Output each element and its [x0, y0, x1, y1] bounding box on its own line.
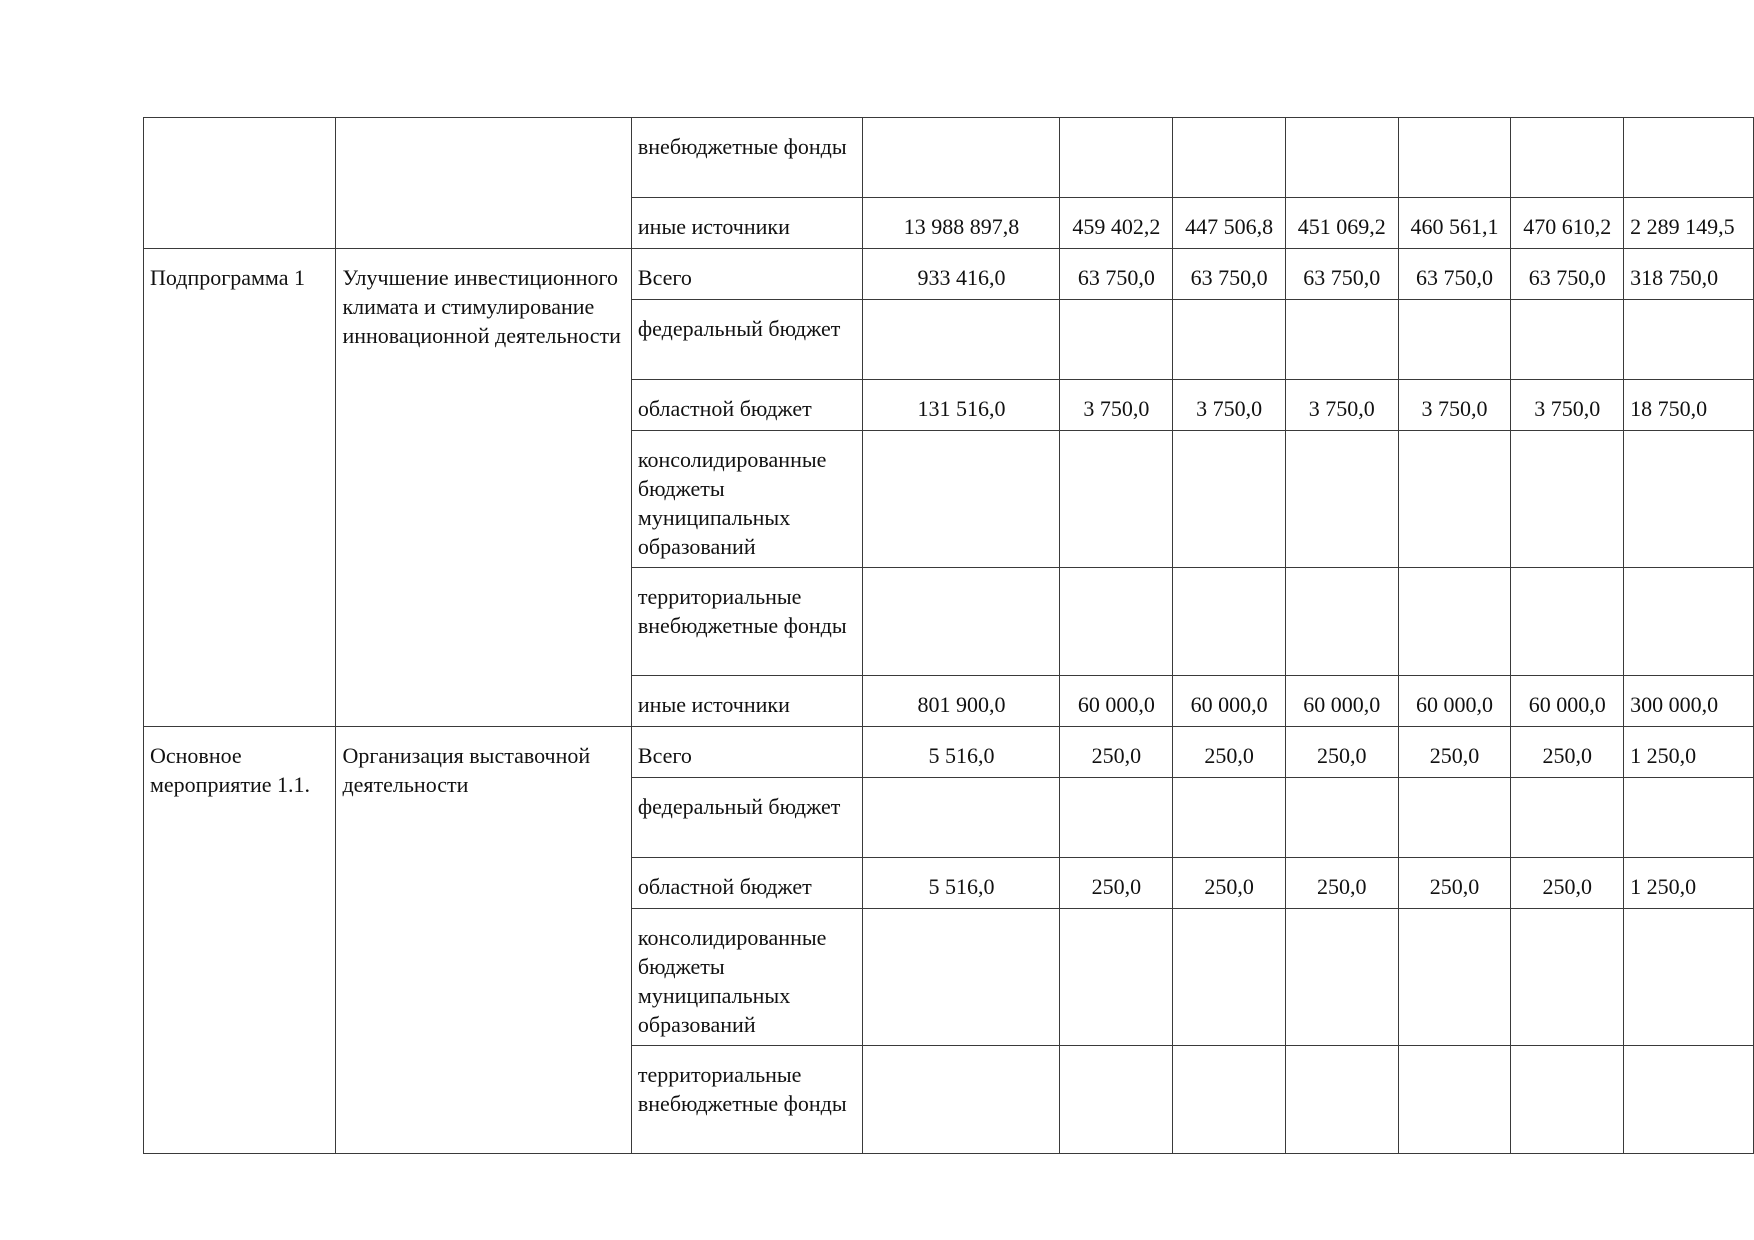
year-value-cell	[1173, 431, 1286, 568]
source-cell: территориальные внебюджетные фонды	[631, 568, 863, 676]
year-value-cell: 460 561,1	[1398, 198, 1511, 249]
year-value-cell	[1173, 1046, 1286, 1154]
year-value-cell	[1511, 778, 1624, 858]
year-value-cell: 250,0	[1285, 858, 1398, 909]
year-value-cell: 3 750,0	[1060, 380, 1173, 431]
year-value-cell	[1511, 568, 1624, 676]
year-value-cell	[1398, 778, 1511, 858]
year-value-cell: 60 000,0	[1285, 676, 1398, 727]
year-value-cell	[1511, 1046, 1624, 1154]
year-value-cell	[1060, 1046, 1173, 1154]
period-value-cell: 318 750,0	[1624, 249, 1754, 300]
year-value-cell	[1060, 568, 1173, 676]
name-cell: Улучшение инвестиционного климата и стимулирование инновационной деятельности	[336, 249, 631, 727]
year-value-cell	[1511, 118, 1624, 198]
year-value-cell	[1060, 431, 1173, 568]
year-value-cell: 250,0	[1173, 727, 1286, 778]
source-cell: областной бюджет	[631, 858, 863, 909]
year-value-cell: 63 750,0	[1511, 249, 1624, 300]
year-value-cell	[1173, 300, 1286, 380]
total-value-cell: 933 416,0	[863, 249, 1060, 300]
year-value-cell	[1511, 300, 1624, 380]
year-value-cell	[1060, 300, 1173, 380]
funding-table	[143, 117, 1754, 1154]
total-value-cell	[863, 778, 1060, 858]
year-value-cell: 250,0	[1173, 858, 1286, 909]
name-cell: Организация выставочной деятельности	[336, 727, 631, 1154]
table-body	[144, 118, 1754, 1154]
year-value-cell	[1173, 118, 1286, 198]
name-cell	[336, 118, 631, 249]
period-value-cell: 1 250,0	[1624, 858, 1754, 909]
year-value-cell	[1511, 431, 1624, 568]
year-value-cell: 250,0	[1511, 858, 1624, 909]
year-value-cell: 470 610,2	[1511, 198, 1624, 249]
source-cell: внебюджетные фонды	[631, 118, 863, 198]
year-value-cell: 447 506,8	[1173, 198, 1286, 249]
year-value-cell: 451 069,2	[1285, 198, 1398, 249]
year-value-cell: 3 750,0	[1398, 380, 1511, 431]
year-value-cell	[1285, 909, 1398, 1046]
year-value-cell: 63 750,0	[1173, 249, 1286, 300]
period-value-cell	[1624, 431, 1754, 568]
year-value-cell: 3 750,0	[1285, 380, 1398, 431]
year-value-cell	[1398, 300, 1511, 380]
year-value-cell	[1060, 118, 1173, 198]
code-cell: Основное мероприятие 1.1.	[144, 727, 336, 1154]
year-value-cell: 3 750,0	[1173, 380, 1286, 431]
code-cell	[144, 118, 336, 249]
total-value-cell	[863, 909, 1060, 1046]
period-value-cell: 18 750,0	[1624, 380, 1754, 431]
source-cell: иные источники	[631, 676, 863, 727]
year-value-cell	[1285, 1046, 1398, 1154]
year-value-cell: 60 000,0	[1060, 676, 1173, 727]
year-value-cell	[1285, 118, 1398, 198]
source-cell: консолидированные бюджеты муниципальных образований	[631, 909, 863, 1046]
source-cell: Всего	[631, 727, 863, 778]
table-row	[144, 727, 1754, 778]
period-value-cell: 300 000,0	[1624, 676, 1754, 727]
source-cell: иные источники	[631, 198, 863, 249]
source-cell: федеральный бюджет	[631, 778, 863, 858]
total-value-cell: 5 516,0	[863, 727, 1060, 778]
total-value-cell	[863, 1046, 1060, 1154]
period-value-cell: 2 289 149,5	[1624, 198, 1754, 249]
year-value-cell	[1511, 909, 1624, 1046]
total-value-cell	[863, 568, 1060, 676]
source-cell: федеральный бюджет	[631, 300, 863, 380]
table-row	[144, 118, 1754, 198]
year-value-cell: 250,0	[1398, 858, 1511, 909]
total-value-cell	[863, 300, 1060, 380]
period-value-cell	[1624, 909, 1754, 1046]
total-value-cell: 5 516,0	[863, 858, 1060, 909]
year-value-cell	[1173, 568, 1286, 676]
total-value-cell	[863, 431, 1060, 568]
year-value-cell	[1398, 1046, 1511, 1154]
year-value-cell: 3 750,0	[1511, 380, 1624, 431]
total-value-cell	[863, 118, 1060, 198]
year-value-cell: 250,0	[1060, 858, 1173, 909]
year-value-cell	[1285, 778, 1398, 858]
year-value-cell: 459 402,2	[1060, 198, 1173, 249]
year-value-cell: 60 000,0	[1398, 676, 1511, 727]
source-cell: областной бюджет	[631, 380, 863, 431]
period-value-cell: 1 250,0	[1624, 727, 1754, 778]
period-value-cell	[1624, 778, 1754, 858]
year-value-cell	[1285, 568, 1398, 676]
year-value-cell: 60 000,0	[1173, 676, 1286, 727]
source-cell: территориальные внебюджетные фонды	[631, 1046, 863, 1154]
total-value-cell: 13 988 897,8	[863, 198, 1060, 249]
year-value-cell: 63 750,0	[1398, 249, 1511, 300]
year-value-cell	[1060, 778, 1173, 858]
year-value-cell	[1398, 431, 1511, 568]
period-value-cell	[1624, 300, 1754, 380]
year-value-cell	[1173, 778, 1286, 858]
year-value-cell: 250,0	[1398, 727, 1511, 778]
source-cell: консолидированные бюджеты муниципальных образований	[631, 431, 863, 568]
year-value-cell: 60 000,0	[1511, 676, 1624, 727]
year-value-cell	[1398, 909, 1511, 1046]
year-value-cell	[1398, 118, 1511, 198]
total-value-cell: 801 900,0	[863, 676, 1060, 727]
total-value-cell: 131 516,0	[863, 380, 1060, 431]
year-value-cell: 63 750,0	[1285, 249, 1398, 300]
year-value-cell	[1060, 909, 1173, 1046]
year-value-cell	[1398, 568, 1511, 676]
year-value-cell: 250,0	[1511, 727, 1624, 778]
period-value-cell	[1624, 1046, 1754, 1154]
period-value-cell	[1624, 568, 1754, 676]
year-value-cell	[1285, 300, 1398, 380]
year-value-cell: 250,0	[1285, 727, 1398, 778]
table-row	[144, 249, 1754, 300]
code-cell: Подпрограмма 1	[144, 249, 336, 727]
year-value-cell: 250,0	[1060, 727, 1173, 778]
year-value-cell: 63 750,0	[1060, 249, 1173, 300]
source-cell: Всего	[631, 249, 863, 300]
year-value-cell	[1173, 909, 1286, 1046]
year-value-cell	[1285, 431, 1398, 568]
period-value-cell	[1624, 118, 1754, 198]
